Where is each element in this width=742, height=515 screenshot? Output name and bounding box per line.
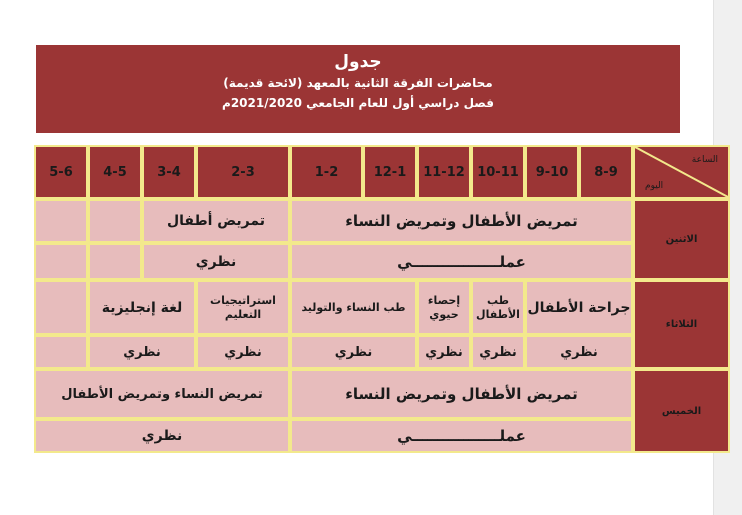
tuesday-row-2 <box>34 335 730 369</box>
monday-row-1 <box>34 199 730 243</box>
tuesday-row-1 <box>34 280 730 335</box>
tuesday-theory-4: نظري <box>290 335 417 369</box>
schedule-table <box>34 145 730 453</box>
empty-cell <box>34 335 88 369</box>
thursday-theory: نظري <box>34 419 290 453</box>
tuesday-obgyn: طب النساء والتوليد <box>290 280 417 335</box>
day-monday: الاثنين <box>633 199 730 280</box>
tuesday-theory-5: نظري <box>196 335 290 369</box>
tuesday-theory-1: نظري <box>525 335 633 369</box>
corner-cell <box>633 145 730 199</box>
time-header-row <box>34 145 730 199</box>
time-slot-3-4: 3-4 <box>142 145 196 199</box>
tuesday-pediatrics: طب الأطفال <box>471 280 525 335</box>
schedule-subtitle: محاضرات الفرقة الثانية بالمعهد (لائحة قديمة) <box>223 76 493 90</box>
empty-cell <box>34 199 88 243</box>
day-tuesday: الثلاثاء <box>633 280 730 369</box>
empty-cell <box>34 243 88 280</box>
hour-label: الساعة <box>691 155 718 165</box>
empty-cell <box>88 199 142 243</box>
monday-main-course: تمريض الأطفال وتمريض النساء <box>290 199 633 243</box>
time-slot-5-6: 5-6 <box>34 145 88 199</box>
time-slot-12-1: 12-1 <box>363 145 417 199</box>
thursday-row-1 <box>34 369 730 419</box>
tuesday-biostatistics: إحصاء حيوي <box>417 280 471 335</box>
tuesday-theory-2: نظري <box>471 335 525 369</box>
thursday-row-2 <box>34 419 730 453</box>
time-slot-4-5: 4-5 <box>88 145 142 199</box>
thursday-afternoon-course: تمريض النساء وتمريض الأطفال <box>34 369 290 419</box>
time-slot-2-3: 2-3 <box>196 145 290 199</box>
monday-practical: عملـــــــــــــــــي <box>290 243 633 280</box>
empty-cell <box>88 243 142 280</box>
schedule-title: جدول <box>334 52 382 72</box>
time-slot-8-9: 8-9 <box>579 145 633 199</box>
tuesday-teaching-strategies: استراتيجيات التعليم <box>196 280 290 335</box>
empty-cell <box>34 280 88 335</box>
time-slot-9-10: 9-10 <box>525 145 579 199</box>
day-thursday: الخميس <box>633 369 730 453</box>
monday-row-2 <box>34 243 730 280</box>
tuesday-theory-3: نظري <box>417 335 471 369</box>
schedule-term: فصل دراسي أول للعام الجامعي 2021/2020م <box>222 96 494 110</box>
tuesday-english: لغة إنجليزية <box>88 280 196 335</box>
thursday-main-course: تمريض الأطفال وتمريض النساء <box>290 369 633 419</box>
monday-theory: نظري <box>142 243 290 280</box>
thursday-practical: عملـــــــــــــــــي <box>290 419 633 453</box>
time-slot-11-12: 11-12 <box>417 145 471 199</box>
tuesday-theory-6: نظري <box>88 335 196 369</box>
time-slot-1-2: 1-2 <box>290 145 363 199</box>
tuesday-pediatric-surgery: جراحة الأطفال <box>525 280 633 335</box>
monday-child-nursing: تمريض أطفال <box>142 199 290 243</box>
time-slot-10-11: 10-11 <box>471 145 525 199</box>
day-label: اليوم <box>645 181 664 191</box>
schedule-header <box>36 45 680 133</box>
